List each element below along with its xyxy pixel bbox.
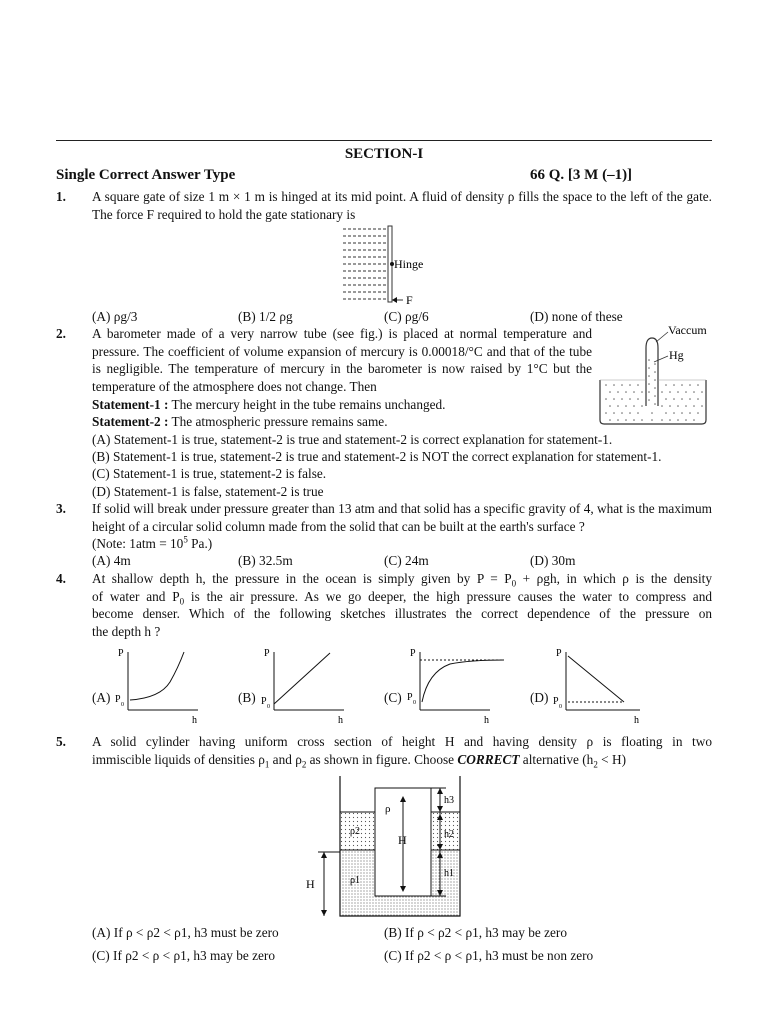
axis-h-label: h: [338, 715, 343, 726]
marks-scheme: 66 Q. [3 M (–1)]: [530, 167, 633, 183]
graph-b: [258, 644, 348, 728]
rho2-label: ρ2: [350, 826, 360, 837]
h1-label: h1: [444, 868, 454, 879]
text-line: the depth h ?: [92, 623, 161, 639]
floating-cylinder-figure: [300, 776, 470, 920]
statement-2-text: The atmospheric pressure remains same.: [168, 414, 388, 429]
text-line: of water and $P_0$ is the air pressure. As we go deeper, the high pressure causes the water to compress and: [92, 588, 712, 607]
statement-2: [92, 413, 388, 431]
origin-sub: 0: [413, 700, 416, 706]
text-line: become denser. Which of the following sketches illustrates the correct dependence of the pressure on: [92, 606, 712, 621]
force-label: F: [406, 293, 413, 307]
statement-1-text: The mercury height in the tube remains unchanged.: [168, 397, 446, 412]
section-title: SECTION-I: [344, 146, 424, 162]
axis-h-label: h: [484, 715, 489, 726]
big-h-label: H: [398, 833, 407, 847]
origin-label: P: [115, 694, 121, 705]
axis-p-label: P: [118, 648, 124, 659]
vacuum-label: Vaccum: [668, 323, 707, 337]
question-number: 4.: [56, 571, 66, 586]
option-label[interactable]: (D): [530, 690, 549, 705]
rho1-label: ρ1: [350, 875, 360, 886]
origin-sub: 0: [267, 704, 270, 710]
hinged-gate-figure: [335, 224, 445, 310]
option[interactable]: (C) If ρ2 < ρ < ρ1, h3 may be zero: [92, 948, 275, 963]
question-note: [92, 535, 212, 553]
statement-1: [92, 396, 446, 414]
origin-sub: 0: [559, 704, 562, 710]
option[interactable]: (A) ρg/3: [92, 309, 138, 324]
rho-label: ρ: [385, 803, 391, 815]
option[interactable]: (B) If ρ < ρ2 < ρ1, h3 may be zero: [384, 925, 567, 940]
option[interactable]: (D) 30m: [530, 553, 576, 568]
origin-label: P: [407, 692, 413, 703]
option[interactable]: (C) ρg/6: [384, 309, 429, 324]
origin-label: P: [553, 696, 559, 707]
graph-c: [404, 644, 514, 728]
option-label[interactable]: (A): [92, 690, 111, 705]
barometer-figure: [596, 320, 716, 428]
question-text: A barometer made of a very narrow tube (see fig.) is placed at normal temperature and pressure. The coefficient of volume expansion of mercury is 0.00018/°C and that of the tube is negligible. The temperature of mercury in the barometer is now raised by 1°C but the temperature of the atmosphere does not change. Then: [92, 326, 592, 394]
question-number: 2.: [56, 326, 66, 341]
hinge-label: Hinge: [394, 257, 424, 271]
mercury-label: Hg: [669, 348, 684, 362]
note-exponent: 5: [183, 534, 188, 545]
graph-a: [112, 644, 202, 728]
option[interactable]: (A) If ρ < ρ2 < ρ1, h3 must be zero: [92, 925, 279, 940]
question-text: [92, 570, 712, 640]
question-number: 5.: [56, 734, 66, 749]
question-number: 3.: [56, 501, 66, 516]
option[interactable]: (B) Statement-1 is true, statement-2 is true and statement-2 is NOT the correct explanation for statement-1.: [92, 449, 662, 464]
origin-label: P: [261, 696, 267, 707]
option[interactable]: (A) 4m: [92, 553, 131, 568]
axis-h-label: h: [634, 715, 639, 726]
option[interactable]: (C) 24m: [384, 553, 429, 568]
statement-2-label: Statement-2 :: [92, 414, 169, 429]
question-text: [92, 733, 712, 768]
outer-h-label: H: [306, 877, 315, 891]
option[interactable]: (D) Statement-1 is false, statement-2 is true: [92, 484, 324, 499]
question-text: A square gate of size 1 m × 1 m is hinged at its mid point. A fluid of density ρ fills the space to the left of the gate. The force F required to hold the gate stationary is: [92, 189, 712, 222]
axis-h-label: h: [192, 715, 197, 726]
option[interactable]: (B) 32.5m: [238, 553, 293, 568]
answer-type: Single Correct Answer Type: [56, 167, 236, 183]
h2-label: h2: [444, 829, 454, 840]
origin-sub: 0: [121, 702, 124, 708]
axis-p-label: P: [410, 648, 416, 659]
h3-label: h3: [444, 795, 454, 806]
question-number: 1.: [56, 189, 66, 204]
option[interactable]: (C) If ρ2 < ρ < ρ1, h3 must be non zero: [384, 948, 594, 963]
option[interactable]: (D) none of these: [530, 309, 623, 324]
option-label[interactable]: (B): [238, 690, 256, 705]
option-label[interactable]: (C): [384, 690, 402, 705]
axis-p-label: P: [556, 648, 562, 659]
text-line: immiscible liquids of densities $\rho_1$ and $\rho_2$ as shown in figure. Choose CORRECT alternative $(h_2 < H)$: [92, 751, 626, 770]
note-suffix: Pa.): [187, 536, 213, 551]
text-line: A solid cylinder having uniform cross section of height H and having density ρ is floating in two: [92, 734, 712, 749]
text-line: At shallow depth h, the pressure in the ocean is simply given by $P = P_0 + \rho gh$, in which ρ is the density: [92, 571, 712, 589]
axis-p-label: P: [264, 648, 270, 659]
top-rule: [56, 140, 712, 141]
option[interactable]: (B) 1/2 ρg: [238, 309, 293, 324]
note-prefix: (Note: 1atm = 10: [92, 536, 184, 551]
option[interactable]: (C) Statement-1 is true, statement-2 is false.: [92, 466, 327, 481]
graph-d: [550, 644, 650, 728]
option[interactable]: (A) Statement-1 is true, statement-2 is true and statement-2 is correct explanation for statement-1.: [92, 432, 613, 447]
question-text: If solid will break under pressure greater than 13 atm and that solid has a specific gravity of 4, what is the maximum height of a circular solid column made from the solid that can be built at the earth's surface ?: [92, 501, 712, 534]
statement-1-label: Statement-1 :: [92, 397, 169, 412]
